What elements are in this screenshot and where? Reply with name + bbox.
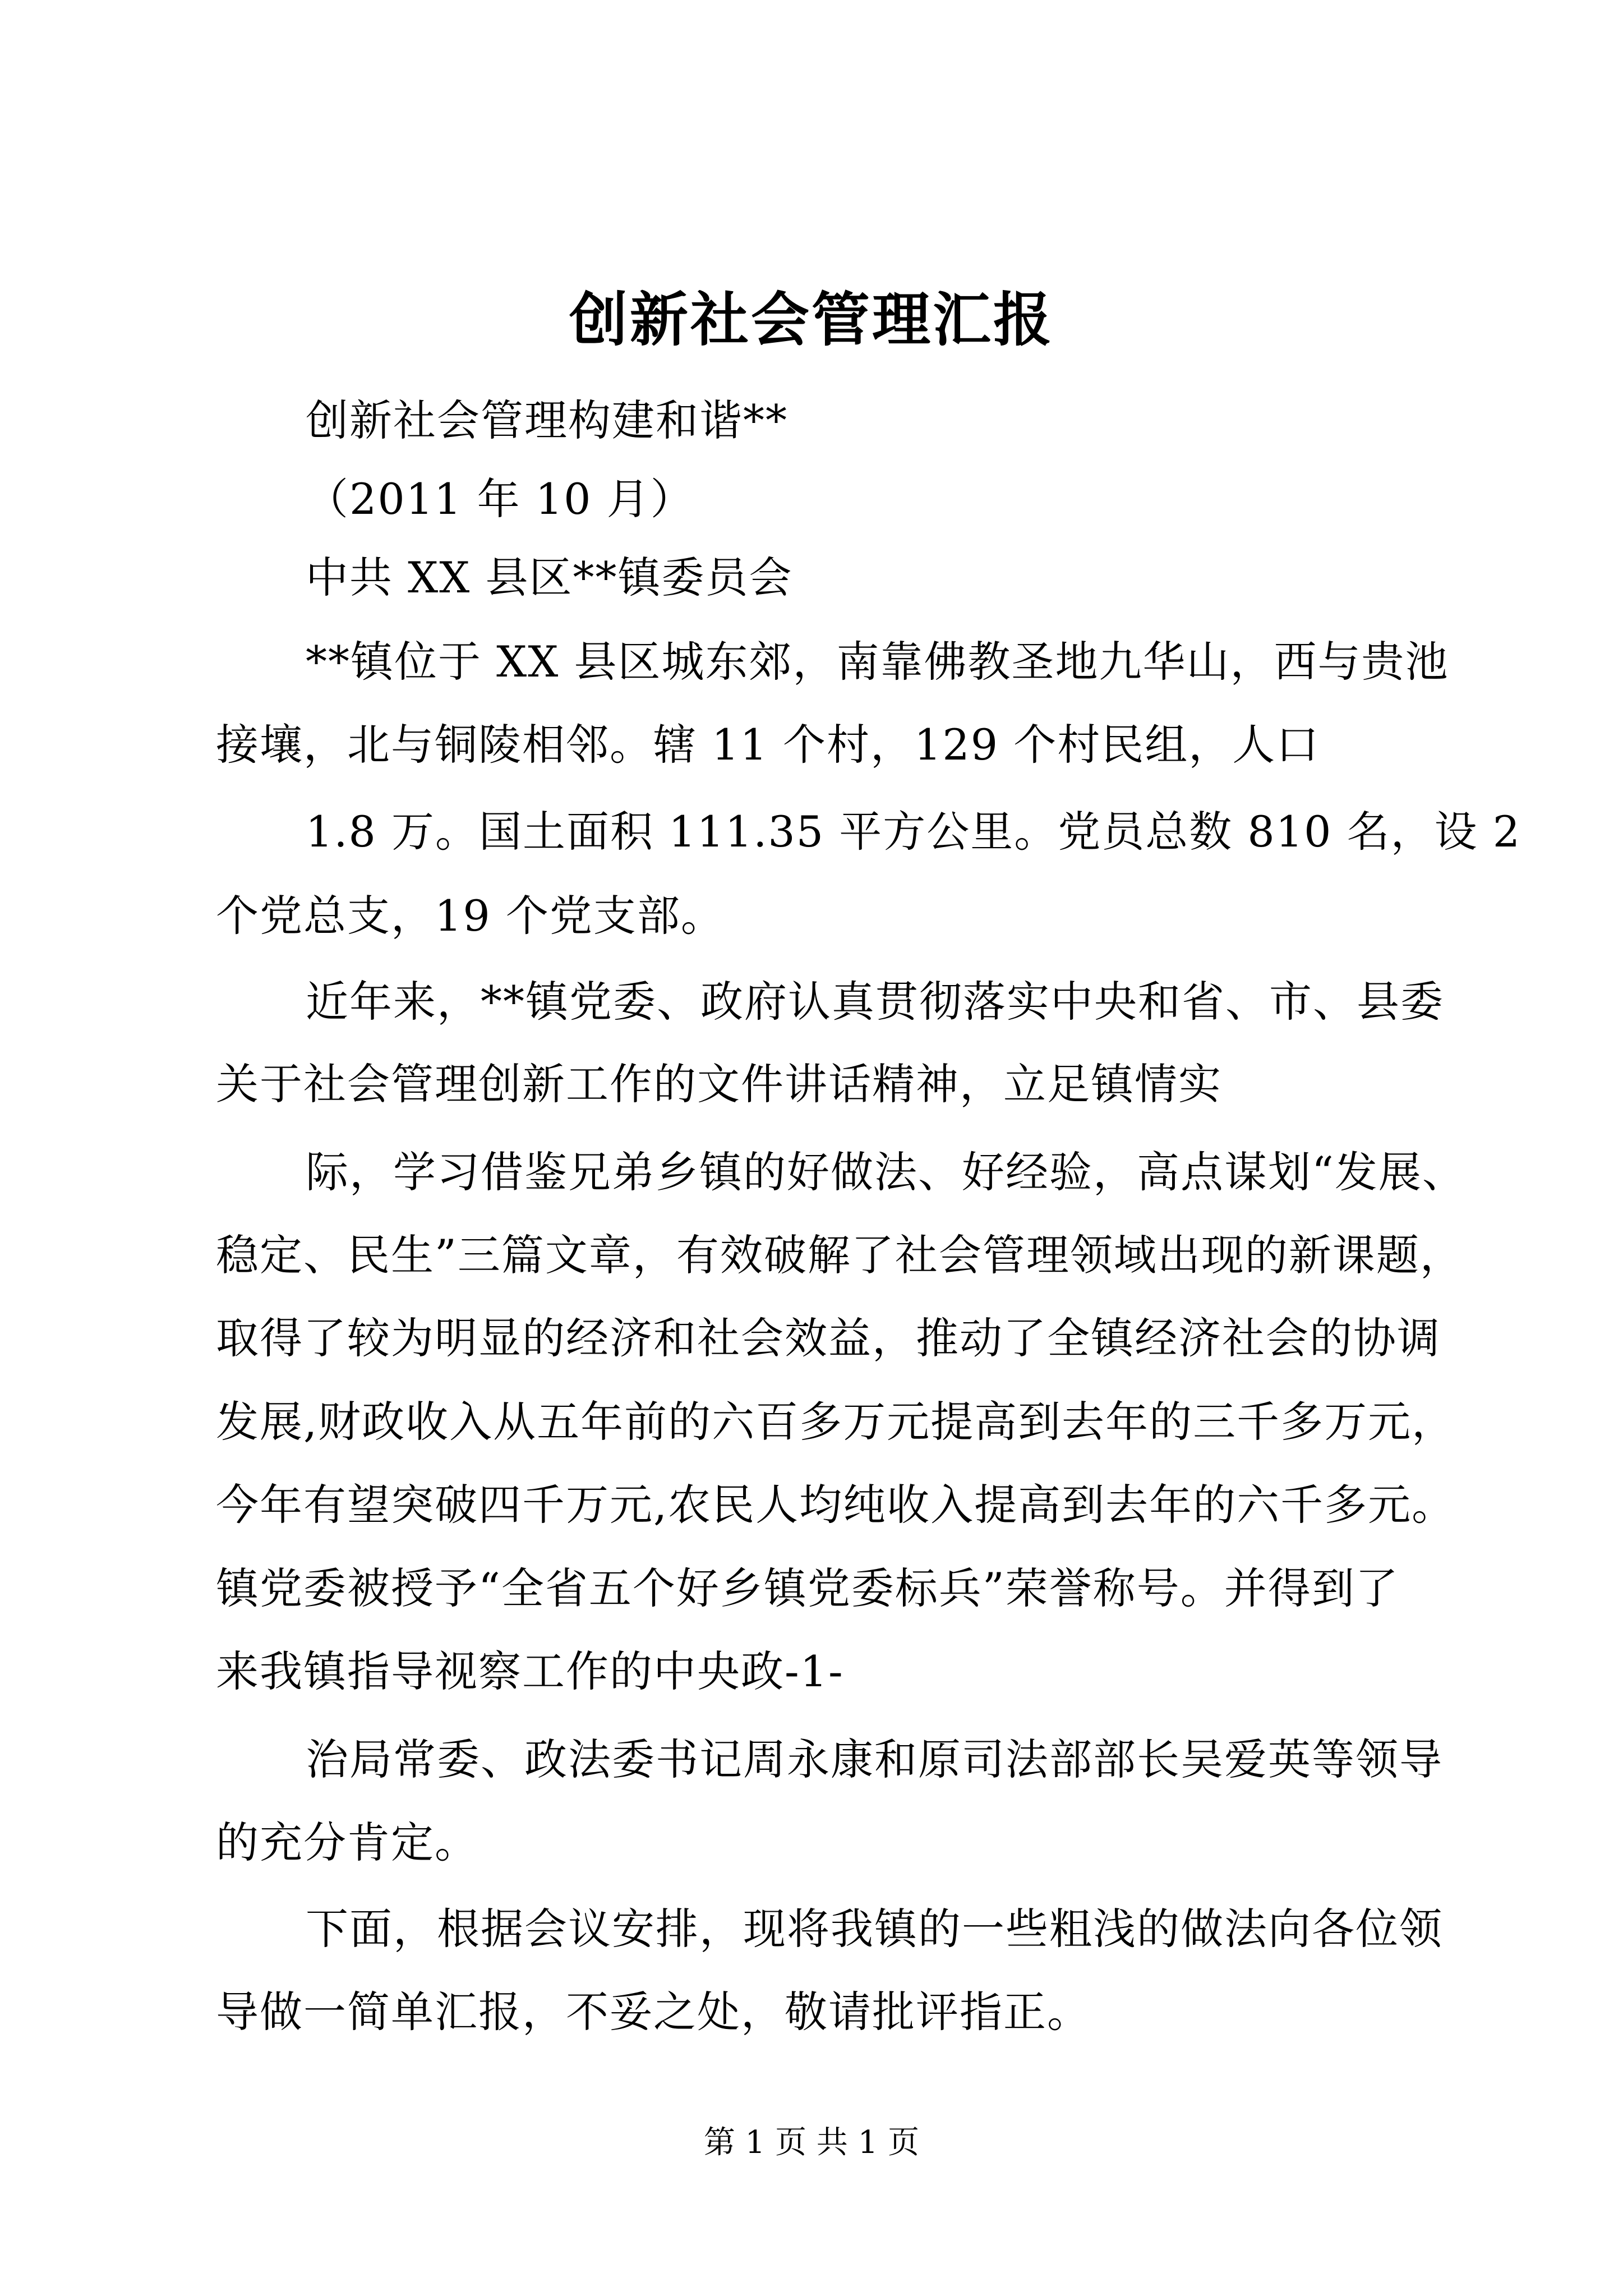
- text-line: **镇位于 XX 县区城东郊，南靠佛教圣地九华山，西与贵池: [306, 637, 1449, 687]
- text-line: 来我镇指导视察工作的中央政-1-: [216, 1646, 844, 1696]
- text-line: 近年来，**镇党委、政府认真贯彻落实中央和省、市、县委: [306, 977, 1444, 1027]
- text-line: 创新社会管理构建和谐**: [306, 395, 788, 445]
- text-line: 个党总支，19 个党支部。: [216, 891, 725, 941]
- text-line: 关于社会管理创新工作的文件讲话精神，立足镇情实: [216, 1059, 1222, 1109]
- text-line: （2011 年 10 月）: [306, 474, 694, 524]
- page-indicator: 第 1 页 共 1 页: [703, 2124, 920, 2161]
- text-line: 镇党委被授予“全省五个好乡镇党委标兵”荣誉称号。并得到了: [216, 1563, 1399, 1613]
- text-line: 中共 XX 县区**镇委员会: [306, 553, 793, 602]
- text-line: 发展,财政收入从五年前的六百多万元提高到去年的三千多万元，: [216, 1397, 1456, 1447]
- text-line: 今年有望突破四千万元,农民人均纯收入提高到去年的六千多元。: [216, 1480, 1456, 1530]
- text-line: 治局常委、政法委书记周永康和原司法部部长吴爱英等领导: [306, 1734, 1443, 1784]
- text-line: 接壤，北与铜陵相邻。辖 11 个村，129 个村民组，人口: [216, 720, 1320, 770]
- text-line: 1.8 万。国土面积 111.35 平方公里。党员总数 810 名，设 2: [306, 807, 1521, 857]
- text-line: 取得了较为明显的经济和社会效益，推动了全镇经济社会的协调: [216, 1313, 1441, 1363]
- document-title: 创新社会管理汇报: [569, 285, 1054, 354]
- text-line: 下面，根据会议安排，现将我镇的一些粗浅的做法向各位领: [306, 1904, 1443, 1954]
- text-line: 际，学习借鉴兄弟乡镇的好做法、好经验，高点谋划“发展、: [306, 1147, 1466, 1197]
- text-line: 稳定、民生”三篇文章，有效破解了社会管理领域出现的新课题，: [216, 1230, 1464, 1280]
- text-line: 的充分肯定。: [216, 1818, 478, 1867]
- text-line: 导做一简单汇报，不妥之处，敬请批评指正。: [216, 1987, 1091, 2037]
